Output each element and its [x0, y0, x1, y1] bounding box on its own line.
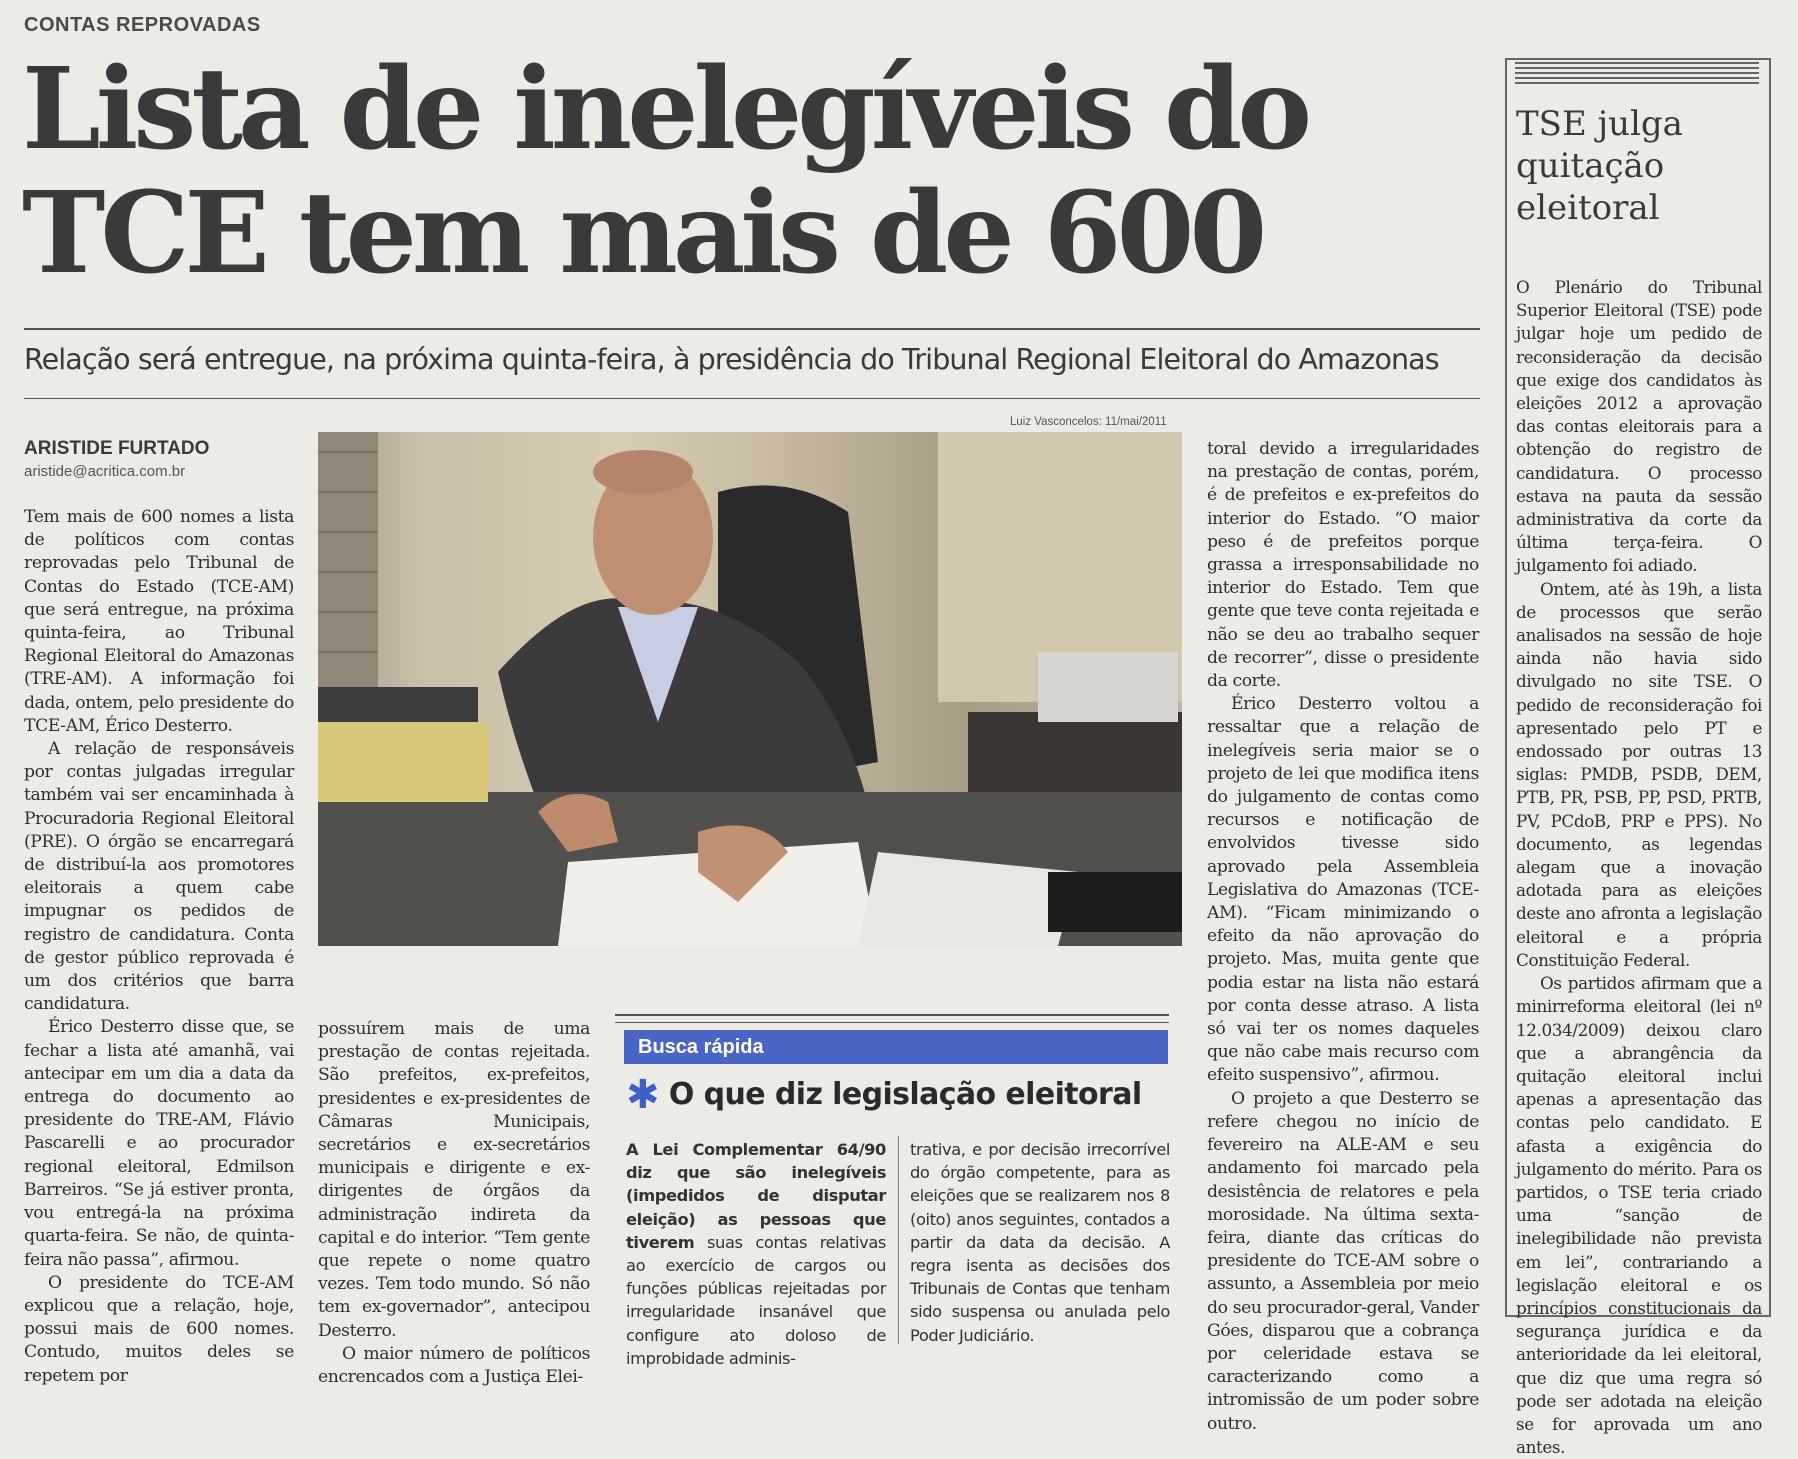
subhead-bottom-rule	[24, 398, 1480, 399]
sidebar-text	[1516, 276, 1762, 1459]
paragraph: possuírem mais de uma prestação de contas rejeitada. São prefeitos, ex-prefeitos, presidentes e ex-presidentes de Câmaras Municipais, secretários e ex-secretários municipais e dirigente e ex-dirigentes de órgãos da administração indireta da capital e do interior. “Tem gente que repete o nome quatro vezes. Tem todo mundo. Só não tem ex-governador”, antecipou Desterro.	[318, 1019, 590, 1341]
subheadline: Relação será entregue, na próxima quinta-feira, à presidência do Tribunal Regional Eleitoral do Amazonas	[24, 343, 1439, 376]
busca-title	[626, 1072, 1142, 1118]
busca-title-text: O que diz legislação eleitoral	[668, 1077, 1142, 1112]
head-top	[593, 450, 693, 494]
busca-lead-rest: suas contas relativas ao exercício de cargos ou funções públicas rejeitadas por irregularidade insanável que configure ato doloso de improbidade adminis-	[626, 1232, 886, 1368]
printer	[1038, 652, 1178, 722]
busca-column-b: trativa, e por decisão irrecorrível do órgão competente, para as eleições que se realizarem nos 8 (oito) anos seguintes, contados a partir da data da decisão. A regra isenta as decisões dos Tribunais de Contas que tenham sido suspensa ou anulada pelo Poder Judiciário.	[910, 1140, 1170, 1345]
busca-column-a	[626, 1138, 886, 1370]
paragraph: Os partidos afirmam que a minirreforma eleitoral (lei nº 12.034/2009) deixou claro que a abrangência da quitação eleitoral inclui apenas a apresentação das contas pelo candidato. E afasta a exigência do julgamento do mérito. Para os partidos, o TSE teria criado uma “sanção de inelegibilidade não prevista em lei”, contrariando a legislação eleitoral e os princípios constitucionais da segurança jurídica e da anterioridade da lei eleitoral, que diz que uma regra só pode ser adotada na eleição se for aprovada um ano antes.	[1516, 973, 1762, 1458]
byline-author: ARISTIDE FURTADO	[24, 438, 210, 459]
byline-email[interactable]: aristide@acritica.com.br	[24, 463, 186, 480]
asterisk-icon: ✱	[626, 1072, 659, 1118]
sidebar-title: TSE julga quitação eleitoral	[1516, 104, 1683, 228]
busca-lead: A Lei Complementar 64/90 diz que são inelegíveis (impedidos de disputar eleição) as pessoas que tiverem	[626, 1140, 886, 1252]
paragraph: toral devido a irregularidades na prestação de contas, porém, é de prefeitos e ex-prefeitos do interior do Estado. “O maior peso é de prefeitos porque grassa a irresponsabilidade no interior do Estado. Tem que gente que teve conta rejeitada e não se deu ao trabalho sequer de recorrer”, disse o presidente da corte.	[1207, 439, 1479, 692]
paragraph: Tem mais de 600 nomes a lista de políticos com contas reprovadas pelo Tribunal de Contas do Estado (TCE-AM) que será entregue, na próxima quinta-feira, ao Tribunal Regional Eleitoral do Amazonas (TRE-AM). A informação foi dada, ontem, pelo presidente do TCE-AM, Érico Desterro.	[24, 507, 294, 736]
subhead-top-rule	[24, 328, 1480, 330]
paragraph: O Plenário do Tribunal Superior Eleitoral (TSE) pode julgar hoje um pedido de reconsideração da decisão que exige dos candidatos às eleições 2012 a aprovação das contas eleitorais para a obtenção do registro de candidatura. O processo estava na pauta da sessão administrativa da corte da última terça-feira. O julgamento foi adiado.	[1516, 277, 1762, 576]
photo-credit: Luiz Vasconcelos: 11/mai/2011	[1010, 416, 1167, 428]
paragraph: O projeto a que Desterro se refere chegou no início de fevereiro na ALE-AM e seu andamento foi marcado pela desistência de relatores e pela morosidade. Na última sexta-feira, diante das críticas do presidente do TCE-AM sobre o assunto, a Assembleia por meio do seu procurador-geral, Vander Góes, disparou que a cobrança por celeridade estava se caracterizando como a intromissão de um poder sobre outro.	[1207, 1088, 1479, 1434]
busca-frame	[615, 1014, 1169, 1023]
keyboard	[1048, 872, 1182, 932]
paragraph: A relação de responsáveis por contas julgadas irregular também vai ser encaminhada à Procuradoria Regional Eleitoral (PRE). O órgão se encarregará de distribuí-la aos promotores eleitorais a quem cabe impugnar os pedidos de registro de candidatura. Conta de gestor público reprovada é um dos critérios que barra candidatura.	[24, 739, 294, 1015]
headline-line-2: TCE tem mais de 600	[22, 168, 1263, 299]
paper-stack	[318, 722, 488, 802]
paragraph: O maior número de políticos encrencados com a Justiça Elei-	[318, 1343, 590, 1388]
article-column-2	[318, 1018, 590, 1389]
headline-line-1: Lista de inelegíveis do	[22, 44, 1308, 175]
paragraph: Érico Desterro disse que, se fechar a lista até amanhã, vai antecipar em um dia a data da entrega do documento ao presidente do TRE-AM, Flávio Pascarelli e ao procurador regional eleitoral, Edmilson Barreiros. “Se já estiver pronta, vou entregá-la na próxima quarta-feira. Se não, de quinta-feira não passa”, afirmou.	[24, 1017, 294, 1270]
section-kicker: CONTAS REPROVADAS	[24, 14, 261, 36]
paragraph: Ontem, até às 19h, a lista de processos que serão analisados na sessão de hoje ainda não havia sido divulgado no site TSE. O pedido de reconsideração foi apresentado pelo PT e endossado por outras 13 siglas: PMDB, PSDB, DEM, PTB, PR, PSB, PP, PSD, PRTB, PV, PCdoB, PRP e PPS). No documento, as legendas alegam que a inovação adotada para as eleições deste ano afronta a legislação eleitoral e a própria Constituição Federal.	[1516, 578, 1762, 970]
article-photo	[318, 432, 1182, 946]
binder	[318, 687, 478, 722]
busca-column-divider	[898, 1136, 899, 1344]
sidebar-header-lines	[1515, 62, 1759, 86]
paragraph: Érico Desterro voltou a ressaltar que a relação de inelegíveis seria maior se o projeto de lei que modifica itens do julgamento de contas como recursos e notificação de envolvidos tivesse sido aprovado pela Assembleia Legislativa do Amazonas (TCE-AM). “Ficam minimizando o efeito da não aprovação do projeto. Mas, muita gente que podia estar na lista não estará por conta desse atraso. A lista só vai ter os nomes daqueles que não cabe mais recurso com efeito suspensivo”, afirmou.	[1207, 694, 1479, 1086]
headline	[22, 44, 1462, 299]
article-column-1	[24, 506, 294, 1388]
article-column-3	[1207, 438, 1479, 1436]
photo-illustration	[318, 432, 1182, 946]
paragraph: O presidente do TCE-AM explicou que a relação, hoje, possui mais de 600 nomes. Contudo, muitos deles se repetem por	[24, 1272, 294, 1386]
busca-rapida-bar: Busca rápida	[624, 1030, 1168, 1064]
